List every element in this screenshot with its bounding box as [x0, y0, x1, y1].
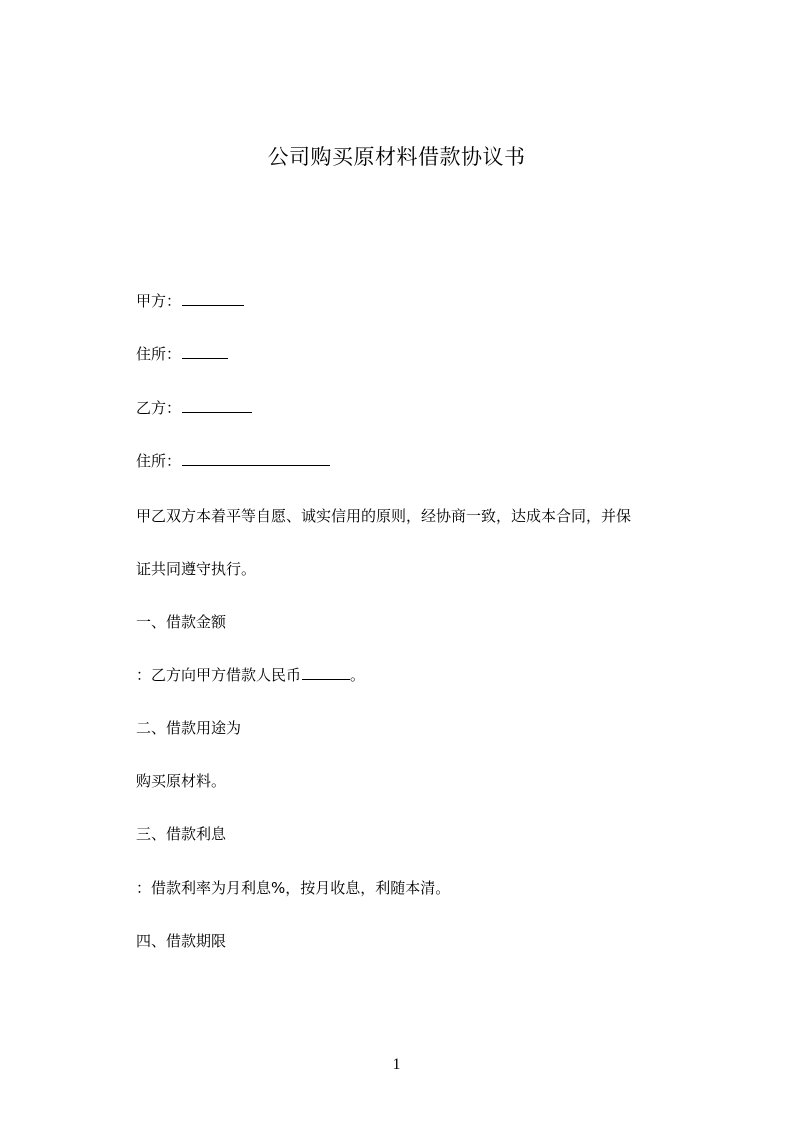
section-2-heading: 二、借款用途为 [136, 719, 242, 737]
section-1-text-suffix: 。 [350, 666, 366, 684]
document-title: 公司购买原材料借款协议书 [267, 145, 526, 169]
section-3-heading: 三、借款利息 [136, 825, 227, 843]
party-a-address-line [136, 343, 228, 365]
page-number: 1 [392, 1056, 401, 1073]
section-2-text: 购买原材料。 [136, 772, 227, 790]
party-a-blank [182, 291, 244, 306]
party-a-line [136, 290, 244, 312]
party-b-address-blank [182, 451, 330, 466]
section-1-text [136, 664, 365, 686]
party-a-label: 甲方： [136, 292, 182, 310]
party-b-blank [182, 398, 252, 413]
party-b-address-label: 住所： [136, 452, 182, 470]
section-1-heading: 一、借款金额 [136, 613, 227, 631]
party-b-address-line [136, 450, 330, 472]
party-b-line [136, 397, 252, 419]
section-1-text-prefix: ：乙方向甲方借款人民币 [136, 666, 302, 684]
party-a-address-blank [182, 344, 228, 359]
party-a-address-label: 住所： [136, 345, 182, 363]
section-4-heading: 四、借款期限 [136, 932, 227, 950]
loan-amount-blank [302, 665, 350, 680]
intro-line-2: 证共同遵守执行。 [136, 560, 257, 578]
intro-line-1: 甲乙双方本着平等自愿、诚实信用的原则，经协商一致，达成本合同，并保 [136, 507, 632, 525]
party-b-label: 乙方： [136, 399, 182, 417]
section-3-text: ：借款利率为月利息%，按月收息，利随本清。 [136, 879, 451, 897]
